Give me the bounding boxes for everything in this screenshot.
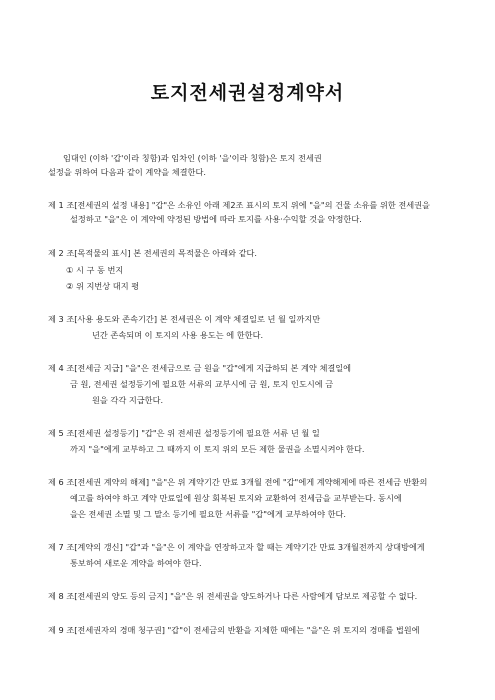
article-4-body-1: 금 원, 전세권 설정등기에 필요한 서류의 교부시에 금 원, 토지 인도시에 금 (70, 379, 334, 389)
article-1-body: 설정하고 "을"은 이 계약에 약정된 방법에 따라 토지를 사용·수익할 것을 약정한다. (70, 214, 362, 224)
article-3-body: 년간 존속되며 이 토지의 사용 용도는 에 한한다. (92, 330, 264, 340)
article-5-heading: 제 5 조[전세권 설정등기] "갑"은 위 전세권 설정등기에 필요한 서류 년 월 일 (48, 428, 320, 438)
article-5-body: 까지 "을"에게 교부하고 그 때까지 이 토지 위의 모든 제한 물권을 소멸시켜야 한다. (70, 444, 365, 454)
article-6-heading: 제 6 조[전세권 계약의 해제] "을"은 위 계약기간 만료 3개월 전에 "갑"에게 계약해제에 따른 전세금 반환의 (48, 477, 428, 487)
document-title: 토지전세권설정계약서 (150, 82, 345, 104)
article-1-heading: 제 1 조[전세권의 설정 내용] "갑"은 소유인 아래 제2조 표시의 토지 위에 "을"의 건물 소유를 위한 전세권을 (48, 200, 430, 210)
article-4-heading: 제 4 조[전세금 지급] "을"은 전세금으로 금 원을 "갑"에게 지급하되 본 계약 체결일에 (48, 363, 352, 373)
article-9-heading: 제 9 조[전세권자의 경매 청구권] "갑"이 전세금의 반환을 지체한 때에는 "을"은 위 토지의 경매를 법원에 (48, 625, 420, 635)
article-7-body: 통보하여 새로운 계약을 하여야 한다. (70, 558, 202, 568)
article-6-body-2: 을은 전세권 소멸 및 그 말소 등기에 필요한 서류를 "갑"에게 교부하여야 한다. (70, 509, 347, 519)
preamble-line-2: 설정을 위하여 다음과 같이 계약을 체결한다. (48, 167, 206, 177)
article-2-item-1: ① 시 구 동 번지 (66, 265, 124, 275)
article-2-item-2: ② 위 지번상 대지 평 (66, 281, 140, 291)
article-4-body-2: 원을 각각 지급한다. (92, 395, 164, 405)
article-2-heading: 제 2 조[목적물의 표시] 본 전세권의 목적물은 아래와 같다. (48, 248, 258, 258)
article-7-heading: 제 7 조[계약의 갱신] "갑"과 "을"은 이 계약을 연장하고자 할 때는 계약기간 만료 3개월전까지 상대방에게 (48, 542, 425, 552)
article-6-body-1: 예고를 하여야 하고 계약 만료일에 원상 회복된 토지와 교환하여 전세금을 교부받는다. 동시에 (70, 493, 402, 503)
article-3-heading: 제 3 조[사용 용도와 존속기간] 본 전세권은 이 계약 체결일로 년 월 일까지만 (48, 314, 321, 324)
article-8-heading: 제 8 조[전세권의 양도 등의 금지] "을"은 위 전세권을 양도하거나 다른 사람에게 담보로 제공할 수 없다. (48, 591, 418, 601)
preamble-line-1: 임대인 (이하 '갑'이라 칭함)과 임차인 (이하 '을'이라 칭함)은 토지 전세권 (63, 153, 322, 163)
